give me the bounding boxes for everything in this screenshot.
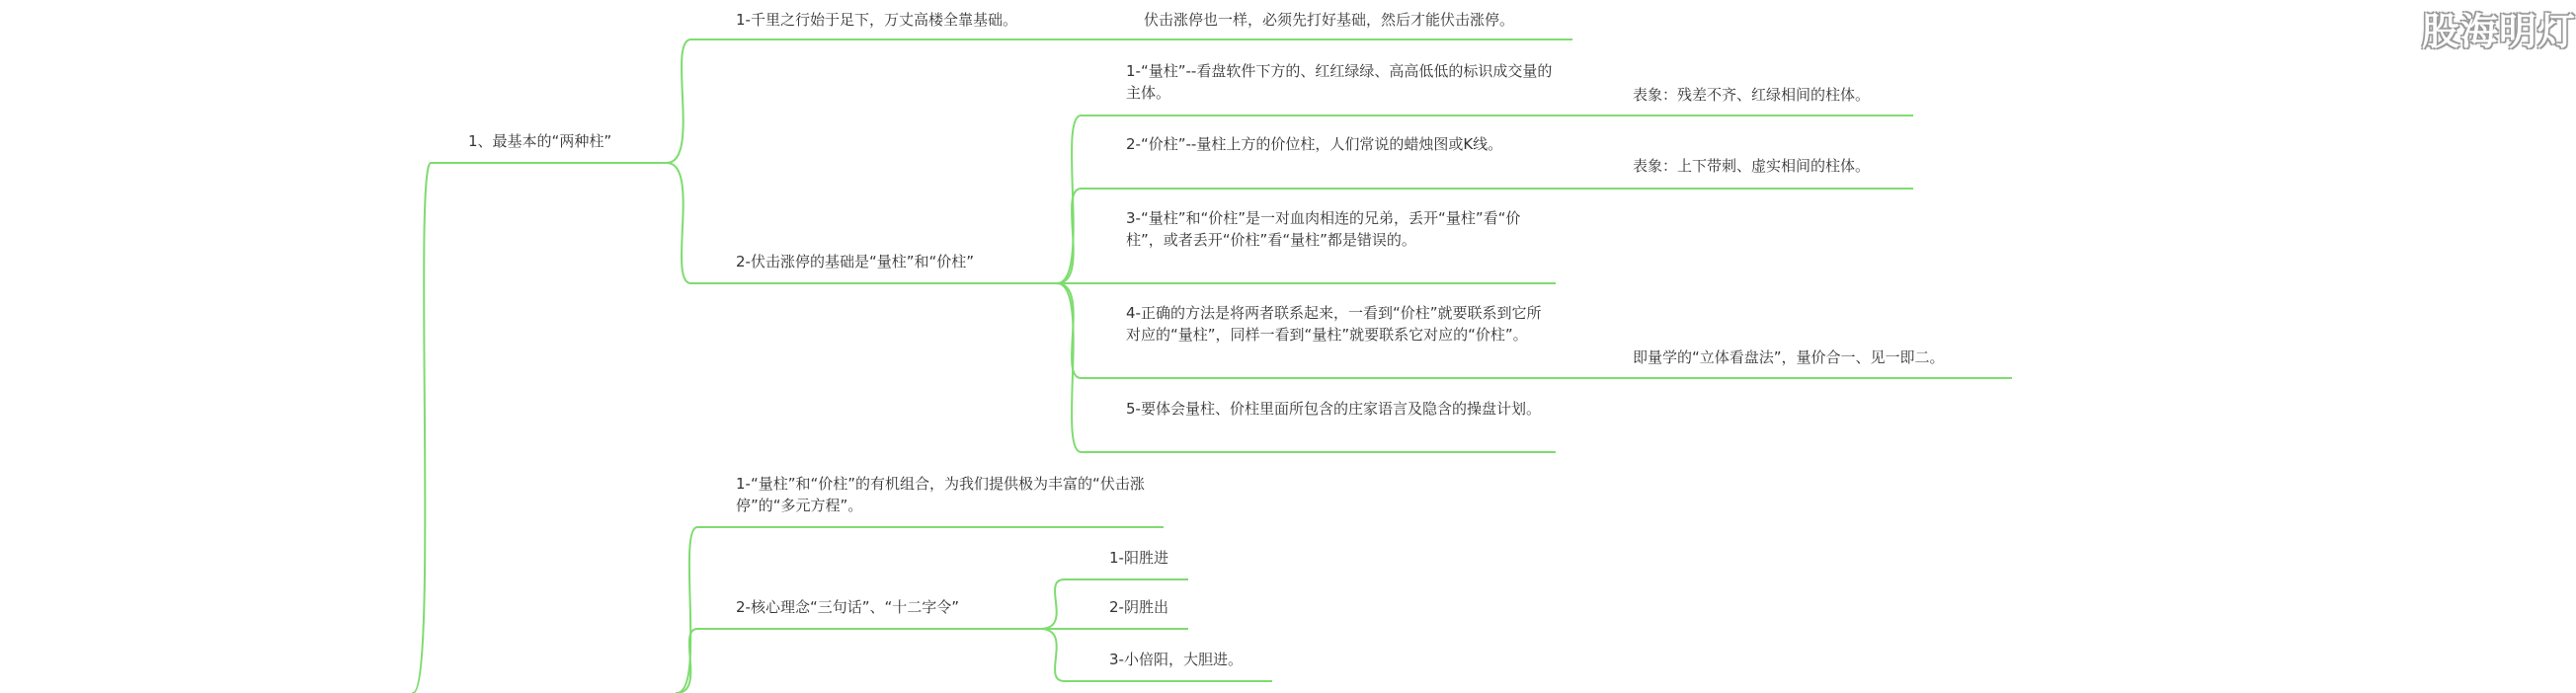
edge-basis-to-dealer-language: [1057, 283, 1126, 452]
node-correct-method[interactable]: 4-正确的方法是将两者联系起来，一看到“价柱”就要联系到它所对应的“量柱”，同样一看到“量柱”就要联系它对应的“价柱”。: [1126, 304, 1542, 344]
edge-root-to-two-pillars: [413, 163, 464, 693]
edge-core-to-small-double-yang: [1040, 629, 1109, 681]
edge-basis-to-price-pillar: [1057, 189, 1126, 283]
node-yang-wins[interactable]: 1-阳胜进: [1109, 549, 1168, 567]
watermark-logo: 股海明灯: [2422, 10, 2576, 53]
edge-basis-to-volume-pillar: [1057, 116, 1126, 283]
node-organic-combination[interactable]: 1-“量柱”和“价柱”的有机组合，为我们提供极为丰富的“伏击涨停”的“多元方程”。: [736, 475, 1145, 514]
node-core-concept[interactable]: 2-核心理念“三句话”、“十二字令”: [736, 598, 960, 616]
edge-b2-to-organic: [677, 527, 736, 693]
node-dealer-language[interactable]: 5-要体会量柱、价柱里面所包含的庄家语言及隐含的操盘计划。: [1126, 400, 1541, 418]
note-foundation-ambush[interactable]: 伏击涨停也一样，必须先打好基础，然后才能伏击涨停。: [1144, 11, 1515, 29]
node-price-pillar[interactable]: 2-“价柱”--量柱上方的价位柱，人们常说的蜡烛图或K线。: [1126, 135, 1503, 153]
node-foundation-proverb[interactable]: 1-千里之行始于足下，万丈高楼全靠基础。: [736, 11, 1017, 29]
node-small-double-yang[interactable]: 3-小倍阳，大胆进。: [1109, 651, 1243, 668]
note-price-pillar-appearance[interactable]: 表象：上下带刺、虚实相间的柱体。: [1633, 157, 1871, 175]
note-volume-pillar-appearance[interactable]: 表象：残差不齐、红绿相间的柱体。: [1633, 86, 1871, 104]
edge-basis-to-correct-method: [1057, 283, 1126, 378]
node-yin-wins[interactable]: 2-阴胜出: [1109, 598, 1168, 616]
edge-core-to-yang: [1040, 579, 1109, 629]
edge-two-pillars-to-proverb: [667, 39, 736, 163]
node-pillar-brothers[interactable]: 3-“量柱”和“价柱”是一对血肉相连的兄弟，丢开“量柱”看“价柱”，或者丢开“价柱”看“量柱”都是错误的。: [1126, 209, 1521, 249]
node-volume-price-basis[interactable]: 2-伏击涨停的基础是“量柱”和“价柱”: [736, 253, 975, 270]
note-3d-reading[interactable]: 即量学的“立体看盘法”，量价合一、见一即二。: [1633, 348, 1945, 366]
edge-two-pillars-to-basis: [667, 163, 736, 283]
node-volume-pillar[interactable]: 1-“量柱”--看盘软件下方的、红红绿绿、高高低低的标识成交量的主体。: [1126, 62, 1553, 102]
node-two-pillars[interactable]: 1、最基本的“两种柱”: [468, 132, 612, 150]
